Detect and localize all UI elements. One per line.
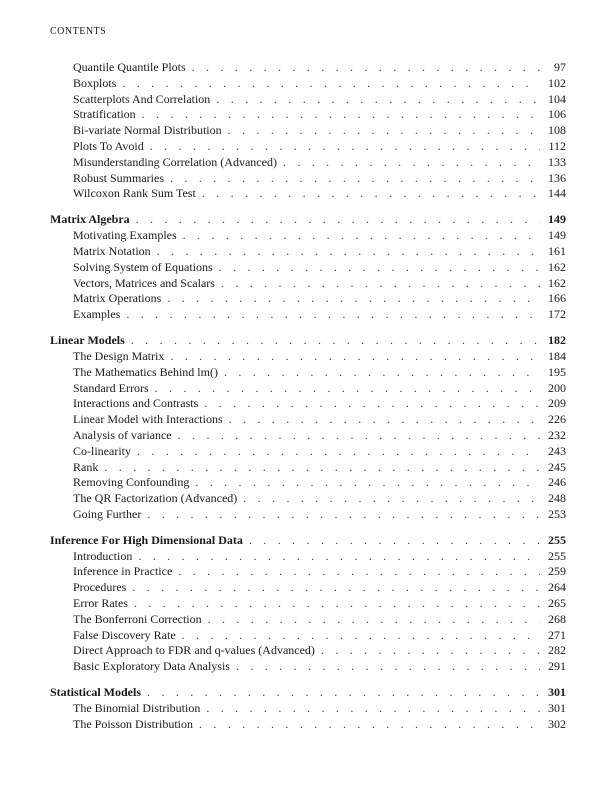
dot-leader — [132, 580, 540, 596]
table-of-contents — [50, 60, 566, 733]
dot-leader — [142, 107, 540, 123]
section-title: The Bonferroni Correction — [73, 611, 202, 626]
section-title: Quantile Quantile Plots — [73, 60, 186, 74]
page-number: 172 — [548, 307, 566, 322]
dot-leader — [321, 643, 540, 659]
dot-leader — [283, 155, 540, 171]
section-title: Boxplots — [73, 75, 117, 90]
toc-section-entry[interactable] — [50, 155, 566, 171]
section-title: Examples — [73, 307, 121, 322]
page-number: 149 — [548, 212, 566, 227]
page-number: 301 — [548, 701, 566, 716]
dot-leader — [157, 244, 540, 260]
section-title: Bi-variate Normal Distribution — [73, 123, 222, 138]
toc-section-entry[interactable] — [50, 475, 566, 491]
dot-leader — [134, 596, 540, 612]
page-number: 104 — [548, 91, 566, 106]
chapter-title: Linear Models — [50, 333, 125, 348]
section-title: Error Rates — [73, 596, 128, 611]
page-number: 162 — [548, 275, 566, 290]
section-title: Matrix Operations — [73, 291, 162, 306]
page-number: 301 — [548, 685, 566, 700]
section-title: Going Further — [73, 506, 142, 521]
dot-leader — [138, 549, 540, 565]
running-head: CONTENTS — [50, 26, 107, 37]
chapter-title: Matrix Algebra — [50, 212, 130, 227]
section-title: Matrix Notation — [73, 243, 151, 258]
toc-section-entry[interactable] — [50, 171, 566, 187]
page-number: 253 — [548, 506, 566, 521]
dot-leader — [104, 460, 540, 476]
section-title: Stratification — [73, 107, 136, 122]
toc-chapter-entry[interactable] — [50, 533, 566, 549]
page-number: 195 — [548, 364, 566, 379]
toc-section-entry[interactable] — [50, 612, 566, 628]
page-number: 268 — [548, 611, 566, 626]
section-title: Co-linearity — [73, 443, 131, 458]
dot-leader — [236, 659, 540, 675]
section-title: Plots To Avoid — [73, 138, 144, 153]
toc-chapter-entry[interactable] — [50, 685, 566, 701]
dot-leader — [249, 533, 540, 549]
dot-leader — [243, 491, 540, 507]
page-number: 226 — [548, 412, 566, 427]
dot-leader — [195, 475, 540, 491]
page-number: 102 — [548, 75, 566, 90]
page-number: 271 — [548, 627, 566, 642]
dot-leader — [147, 507, 540, 523]
section-title: The QR Factorization (Advanced) — [73, 491, 238, 506]
dot-leader — [182, 628, 540, 644]
toc-section-entry[interactable] — [50, 580, 566, 596]
toc-section-entry[interactable] — [50, 349, 566, 365]
section-title: Standard Errors — [73, 380, 149, 395]
section-title: Rank — [73, 459, 99, 474]
section-title: Wilcoxon Rank Sum Test — [73, 186, 196, 201]
page-number: 265 — [548, 596, 566, 611]
page-number: 255 — [548, 548, 566, 563]
section-title: Procedures — [73, 580, 127, 595]
page-number: 144 — [548, 186, 566, 201]
dot-leader — [202, 186, 540, 202]
toc-section-entry[interactable] — [50, 291, 566, 307]
page-number: 162 — [548, 259, 566, 274]
section-title: Inference in Practice — [73, 564, 173, 579]
page-number: 166 — [548, 291, 566, 306]
section-title: The Poisson Distribution — [73, 716, 194, 731]
page-number: 106 — [548, 107, 566, 122]
section-title: Removing Confounding — [73, 475, 190, 490]
page-number: 243 — [548, 443, 566, 458]
page-number: 112 — [548, 138, 566, 153]
section-title: Robust Summaries — [73, 170, 165, 185]
toc-section-entry[interactable] — [50, 365, 566, 381]
page-number: 136 — [548, 170, 566, 185]
dot-leader — [126, 307, 540, 323]
section-title: Interactions and Contrasts — [73, 396, 199, 411]
dot-leader — [167, 291, 540, 307]
section-title: Linear Model with Interactions — [73, 412, 223, 427]
toc-chapter-entry[interactable] — [50, 333, 566, 349]
page-number: 246 — [548, 475, 566, 490]
page-number: 133 — [548, 154, 566, 169]
dot-leader — [206, 701, 540, 717]
chapter-title: Statistical Models — [50, 685, 141, 700]
page-number: 302 — [548, 716, 566, 731]
toc-section-entry[interactable] — [50, 596, 566, 612]
dot-leader — [221, 276, 540, 292]
page-number: 108 — [548, 123, 566, 138]
page-number: 200 — [548, 380, 566, 395]
dot-leader — [224, 365, 540, 381]
dot-leader — [199, 717, 540, 733]
page-number: 182 — [548, 333, 566, 348]
dot-leader — [178, 428, 540, 444]
toc-section-entry[interactable] — [50, 307, 566, 323]
section-title: Analysis of variance — [73, 427, 172, 442]
toc-section-entry[interactable] — [50, 107, 566, 123]
toc-section-entry[interactable] — [50, 659, 566, 675]
page-number: 161 — [548, 243, 566, 258]
toc-chapter-entry[interactable] — [50, 212, 566, 228]
page-number: 291 — [548, 659, 566, 674]
page-number: 184 — [548, 348, 566, 363]
dot-leader — [183, 228, 540, 244]
page-number: 232 — [548, 427, 566, 442]
page-number: 149 — [548, 228, 566, 243]
page-number: 248 — [548, 491, 566, 506]
section-title: False Discovery Rate — [73, 627, 176, 642]
toc-section-entry[interactable] — [50, 460, 566, 476]
toc-section-entry[interactable] — [50, 186, 566, 202]
toc-section-entry[interactable] — [50, 643, 566, 659]
dot-leader — [216, 92, 540, 108]
dot-leader — [137, 444, 540, 460]
section-title: The Mathematics Behind lm() — [73, 364, 218, 379]
dot-leader — [122, 76, 540, 92]
toc-section-entry[interactable] — [50, 549, 566, 565]
toc-section-entry[interactable] — [50, 139, 566, 155]
dot-leader — [136, 212, 540, 228]
dot-leader — [192, 60, 540, 76]
dot-leader — [131, 333, 540, 349]
page-number: 259 — [548, 564, 566, 579]
toc-section-entry[interactable] — [50, 381, 566, 397]
chapter-title: Inference For High Dimensional Data — [50, 532, 243, 547]
section-title: Motivating Examples — [73, 228, 177, 243]
dot-leader — [219, 260, 540, 276]
toc-section-entry[interactable] — [50, 717, 566, 733]
dot-leader — [208, 612, 540, 628]
dot-leader — [204, 396, 540, 412]
toc-section-entry[interactable] — [50, 92, 566, 108]
page-number: 282 — [548, 643, 566, 658]
section-title: The Design Matrix — [73, 348, 165, 363]
toc-section-entry[interactable] — [50, 228, 566, 244]
page-number: 245 — [548, 459, 566, 474]
dot-leader — [155, 381, 540, 397]
toc-section-entry[interactable] — [50, 244, 566, 260]
page-number: 264 — [548, 580, 566, 595]
toc-section-entry[interactable] — [50, 76, 566, 92]
toc-section-entry[interactable] — [50, 428, 566, 444]
page-number: 209 — [548, 396, 566, 411]
section-title: Misunderstanding Correlation (Advanced) — [73, 154, 277, 169]
toc-section-entry[interactable] — [50, 276, 566, 292]
toc-section-entry[interactable] — [50, 701, 566, 717]
dot-leader — [178, 564, 540, 580]
toc-section-entry[interactable] — [50, 396, 566, 412]
toc-section-entry[interactable] — [50, 491, 566, 507]
dot-leader — [228, 123, 540, 139]
dot-leader — [147, 685, 540, 701]
toc-section-entry[interactable] — [50, 260, 566, 276]
dot-leader — [229, 412, 540, 428]
section-title: The Binomial Distribution — [73, 701, 201, 716]
page-number: 255 — [548, 532, 566, 547]
section-title: Vectors, Matrices and Scalars — [73, 275, 215, 290]
dot-leader — [170, 349, 540, 365]
dot-leader — [150, 139, 540, 155]
section-title: Basic Exploratory Data Analysis — [73, 659, 230, 674]
toc-section-entry[interactable] — [50, 412, 566, 428]
page-number: 97 — [554, 60, 566, 74]
dot-leader — [170, 171, 540, 187]
section-title: Direct Approach to FDR and q-values (Advanced) — [73, 643, 315, 658]
section-title: Scatterplots And Correlation — [73, 91, 211, 106]
toc-section-entry[interactable] — [50, 123, 566, 139]
section-title: Introduction — [73, 548, 133, 563]
toc-section-entry[interactable] — [50, 60, 566, 76]
toc-section-entry[interactable] — [50, 564, 566, 580]
toc-section-entry[interactable] — [50, 628, 566, 644]
section-title: Solving System of Equations — [73, 259, 213, 274]
toc-section-entry[interactable] — [50, 444, 566, 460]
toc-section-entry[interactable] — [50, 507, 566, 523]
